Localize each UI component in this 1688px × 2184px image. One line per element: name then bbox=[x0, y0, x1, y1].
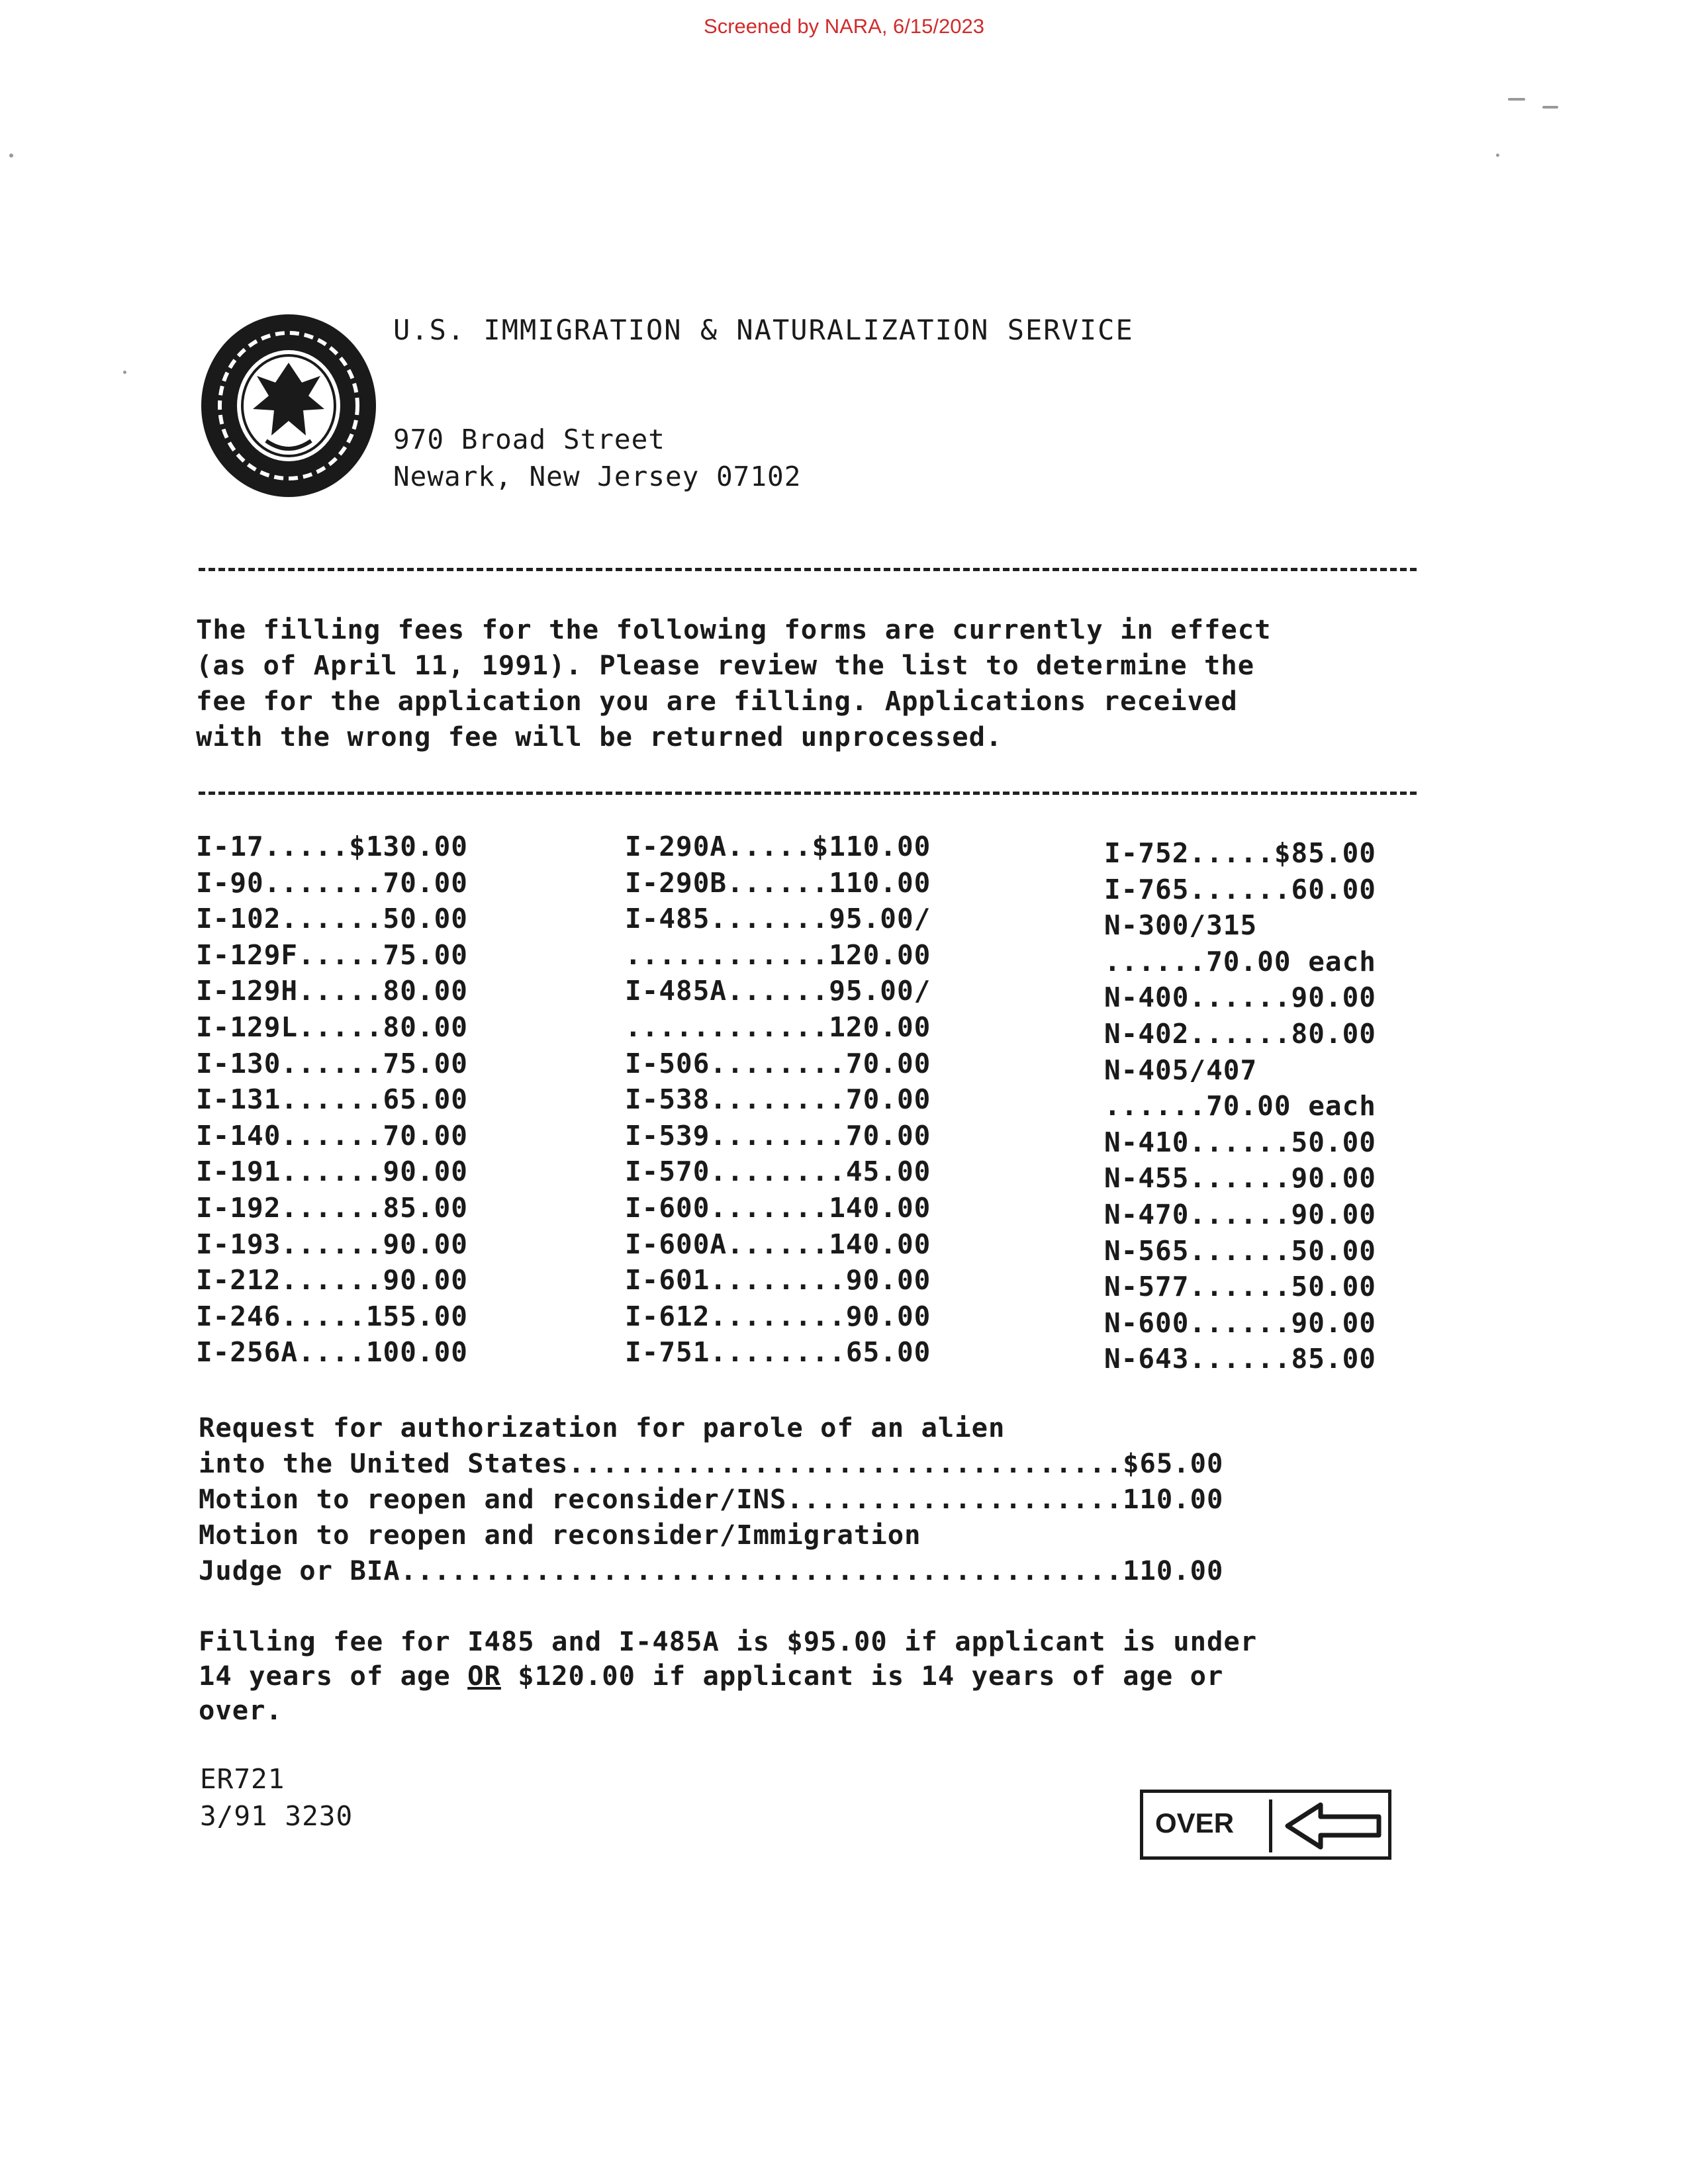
fee-entry: I-129F.....75.00 bbox=[196, 938, 468, 971]
fee-entry: I-246.....155.00 bbox=[196, 1300, 468, 1332]
note-line: over. bbox=[199, 1694, 283, 1726]
fee-entry: N-600......90.00 bbox=[1104, 1306, 1376, 1339]
fee-entry: I-193......90.00 bbox=[196, 1228, 468, 1260]
fee-entry: ......70.00 each bbox=[1104, 945, 1376, 978]
fee-entry: N-643......85.00 bbox=[1104, 1343, 1376, 1375]
fee-entry: I-130......75.00 bbox=[196, 1047, 468, 1079]
fee-entry: N-405/407 bbox=[1104, 1054, 1258, 1086]
over-page-indicator bbox=[1140, 1790, 1391, 1860]
divider-bottom bbox=[199, 792, 1417, 795]
fee-entry: N-400......90.00 bbox=[1104, 981, 1376, 1014]
fee-entry: I-752.....$85.00 bbox=[1104, 837, 1376, 869]
nara-screening-stamp: Screened by NARA, 6/15/2023 bbox=[704, 15, 984, 38]
fee-entry: ............120.00 bbox=[625, 938, 931, 971]
fee-entry: I-751........65.00 bbox=[625, 1336, 931, 1369]
scan-speck bbox=[9, 154, 13, 158]
fee-entry: N-565......50.00 bbox=[1104, 1234, 1376, 1267]
form-number: ER721 bbox=[200, 1763, 285, 1795]
fee-column-3 bbox=[1104, 835, 1376, 1377]
intro-line: fee for the application you are filling. Applications received bbox=[196, 685, 1238, 717]
agency-name: U.S. IMMIGRATION & NATURALIZATION SERVICE bbox=[393, 314, 1134, 346]
scan-speck bbox=[1496, 154, 1499, 157]
fee-entry: I-131......65.00 bbox=[196, 1083, 468, 1116]
fee-entry: I-129H.....80.00 bbox=[196, 975, 468, 1007]
left-arrow-icon bbox=[1281, 1799, 1385, 1852]
note-text: 14 years of age bbox=[199, 1660, 468, 1692]
scan-speck bbox=[1542, 106, 1558, 109]
scan-speck bbox=[123, 371, 126, 374]
note-line bbox=[199, 1659, 1257, 1693]
intro-line: with the wrong fee will be returned unprocessed. bbox=[196, 721, 1003, 752]
divider-top bbox=[199, 568, 1417, 571]
fee-entry: I-600A......140.00 bbox=[625, 1228, 931, 1260]
fee-entry: ......70.00 each bbox=[1104, 1090, 1376, 1122]
fee-entry: I-612........90.00 bbox=[625, 1300, 931, 1332]
over-label: OVER bbox=[1155, 1807, 1235, 1839]
misc-fees bbox=[199, 1410, 1223, 1588]
address-street: 970 Broad Street bbox=[393, 424, 665, 455]
misc-fee-line: Judge or BIA...........................................110.00 bbox=[199, 1555, 1224, 1586]
misc-fee-line: Request for authorization for parole of an alien bbox=[199, 1412, 1006, 1443]
fee-entry: I-17.....$130.00 bbox=[196, 831, 468, 862]
intro-paragraph bbox=[196, 612, 1272, 754]
fee-entry: I-90.......70.00 bbox=[196, 866, 468, 899]
misc-fee-line: Motion to reopen and reconsider/Immigration bbox=[199, 1519, 921, 1551]
dept-of-justice-seal-icon bbox=[197, 310, 380, 502]
fee-column-1 bbox=[196, 829, 468, 1371]
intro-line: The filling fees for the following forms are currently in effect bbox=[196, 614, 1272, 645]
fee-entry: N-402......80.00 bbox=[1104, 1017, 1376, 1050]
fee-entry: I-600.......140.00 bbox=[625, 1191, 931, 1224]
scan-speck bbox=[1508, 98, 1525, 101]
fee-entry: I-539........70.00 bbox=[625, 1119, 931, 1152]
fee-entry: I-256A....100.00 bbox=[196, 1336, 468, 1369]
fee-entry: I-191......90.00 bbox=[196, 1156, 468, 1188]
misc-fee-line: Motion to reopen and reconsider/INS....................110.00 bbox=[199, 1483, 1224, 1515]
fee-entry: ............120.00 bbox=[625, 1011, 931, 1043]
fee-entry: I-290A.....$110.00 bbox=[625, 831, 931, 862]
fee-entry: I-570........45.00 bbox=[625, 1156, 931, 1188]
address-city: Newark, New Jersey 07102 bbox=[393, 461, 802, 492]
fee-entry: I-538........70.00 bbox=[625, 1083, 931, 1116]
fee-entry: I-102......50.00 bbox=[196, 903, 468, 935]
fee-entry: I-129L.....80.00 bbox=[196, 1011, 468, 1043]
fee-entry: I-506........70.00 bbox=[625, 1047, 931, 1079]
fee-entry: I-485A......95.00/ bbox=[625, 975, 931, 1007]
over-separator bbox=[1269, 1799, 1272, 1852]
fee-entry: I-765......60.00 bbox=[1104, 873, 1376, 905]
fee-entry: I-290B......110.00 bbox=[625, 866, 931, 899]
fee-entry: N-410......50.00 bbox=[1104, 1126, 1376, 1158]
fee-entry: I-192......85.00 bbox=[196, 1191, 468, 1224]
age-fee-note bbox=[199, 1624, 1257, 1727]
fee-entry: N-470......90.00 bbox=[1104, 1198, 1376, 1230]
misc-fee-line: into the United States.................................$65.00 bbox=[199, 1447, 1224, 1479]
fee-entry: I-485.......95.00/ bbox=[625, 903, 931, 935]
intro-line: (as of April 11, 1991). Please review the list to determine the bbox=[196, 649, 1255, 681]
fee-entry: I-212......90.00 bbox=[196, 1264, 468, 1297]
note-or-emphasis: OR bbox=[467, 1660, 501, 1692]
note-text: $120.00 if applicant is 14 years of age or bbox=[500, 1660, 1224, 1692]
fee-entry: N-577......50.00 bbox=[1104, 1271, 1376, 1303]
fee-entry: N-300/315 bbox=[1104, 909, 1258, 942]
form-code bbox=[200, 1760, 353, 1835]
fee-entry: N-455......90.00 bbox=[1104, 1162, 1376, 1195]
fee-column-2 bbox=[625, 829, 931, 1371]
fee-entry: I-601........90.00 bbox=[625, 1264, 931, 1297]
form-revision: 3/91 3230 bbox=[200, 1800, 353, 1832]
note-line: Filling fee for I485 and I-485A is $95.00 if applicant is under bbox=[199, 1625, 1258, 1657]
fee-entry: I-140......70.00 bbox=[196, 1119, 468, 1152]
